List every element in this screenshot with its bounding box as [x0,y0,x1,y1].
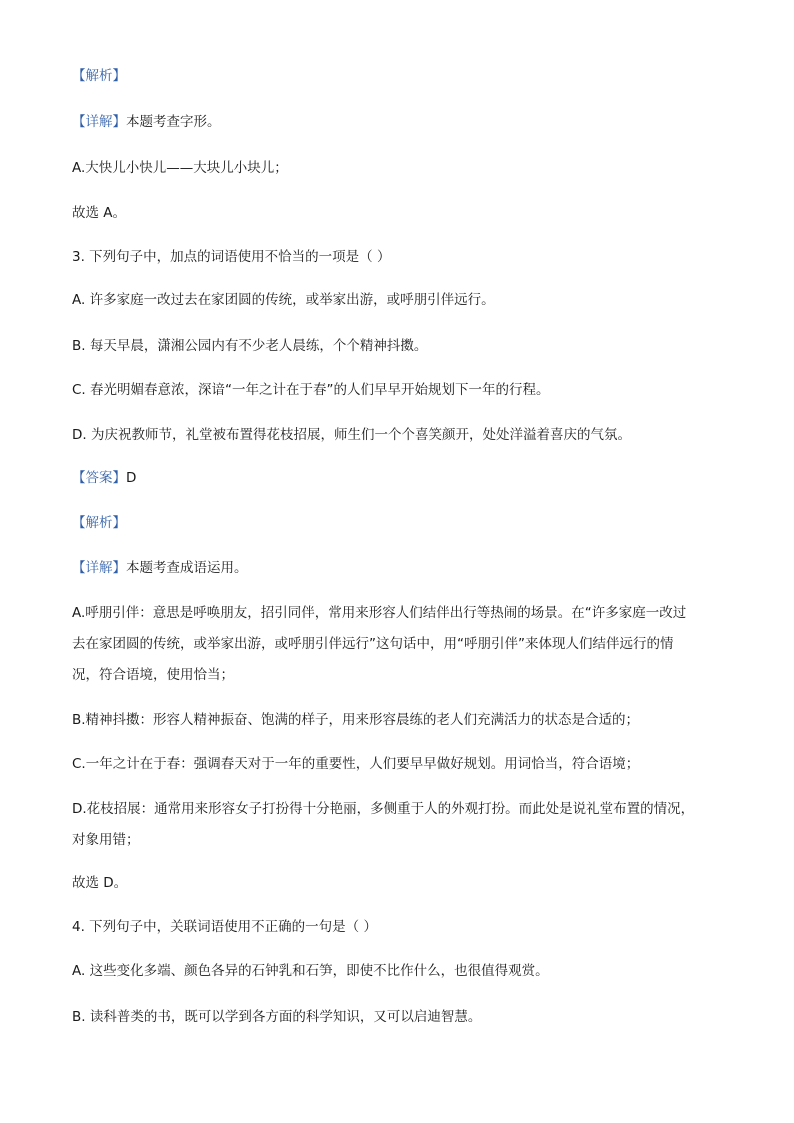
q3-detail-text: 本题考查成语运用。 [126,560,248,576]
q3-explanation-d-line-1: D.花枝招展：通常用来形容女子打扮得十分艳丽，多侧重于人的外观打扮。而此处是说礼堂布置的情况， [72,801,695,817]
q2-analysis-tag: 【解析】 [72,68,126,84]
q3-answer-value: D [126,470,137,486]
q2-detail-tag: 【详解】 [72,114,126,130]
q2-detail-text: 本题考查字形。 [126,114,221,130]
q2-item-a: A.大快儿小快儿——大块儿小块儿； [72,160,288,176]
q3-explanation-a-line-2: 去在家团圆的传统，或举家出游，或呼朋引伴远行”这句话中，用“呼朋引伴”来体现人们结伴远行的情 [72,636,674,652]
q3-analysis-tag: 【解析】 [72,515,126,531]
q3-conclusion: 故选 D。 [72,875,128,891]
q3-explanation-d-line-2: 对象用错； [72,832,140,848]
q3-explanation-a-line-1: A.呼朋引伴：意思是呼唤朋友，招引同伴，常用来形容人们结伴出行等热闹的场景。在“许多家庭一改过 [72,605,687,621]
q4-stem: 4. 下列句子中，关联词语使用不正确的一句是（ ） [72,919,377,935]
q4-option-b: B. 读科普类的书，既可以学到各方面的科学知识，又可以启迪智慧。 [72,1009,482,1025]
q3-option-a: A. 许多家庭一改过去在家团圆的传统，或举家出游，或呼朋引伴远行。 [72,292,495,308]
q3-stem: 3. 下列句子中，加点的词语使用不恰当的一项是（ ） [72,249,391,265]
q3-explanation-c: C.一年之计在于春：强调春天对于一年的重要性，人们要早早做好规划。用词恰当，符合语境； [72,756,640,772]
q3-detail [72,561,722,575]
q2-detail [72,115,722,129]
q3-answer [72,471,722,485]
q3-answer-tag: 【答案】 [72,470,126,486]
q3-option-b: B. 每天早晨，潇湘公园内有不少老人晨练，个个精神抖擞。 [72,338,428,354]
q3-detail-tag: 【详解】 [72,560,126,576]
q3-explanation-d [72,802,732,847]
q4-option-a: A. 这些变化多端、颜色各异的石钟乳和石笋，即使不比作什么，也很值得观赏。 [72,963,549,979]
q3-option-d: D. 为庆祝教师节，礼堂被布置得花枝招展，师生们一个个喜笑颜开，处处洋溢着喜庆的气氛。 [72,427,631,443]
q3-option-c: C. 春光明媚春意浓，深谙“一年之计在于春”的人们早早开始规划下一年的行程。 [72,382,550,398]
q3-explanation-a-line-3: 况，符合语境，使用恰当； [72,667,234,683]
q2-conclusion: 故选 A。 [72,205,127,221]
q3-explanation-b: B.精神抖擞：形容人精神振奋、饱满的样子，用来形容晨练的老人们充满活力的状态是合适的； [72,712,640,728]
q3-explanation-a [72,606,732,682]
